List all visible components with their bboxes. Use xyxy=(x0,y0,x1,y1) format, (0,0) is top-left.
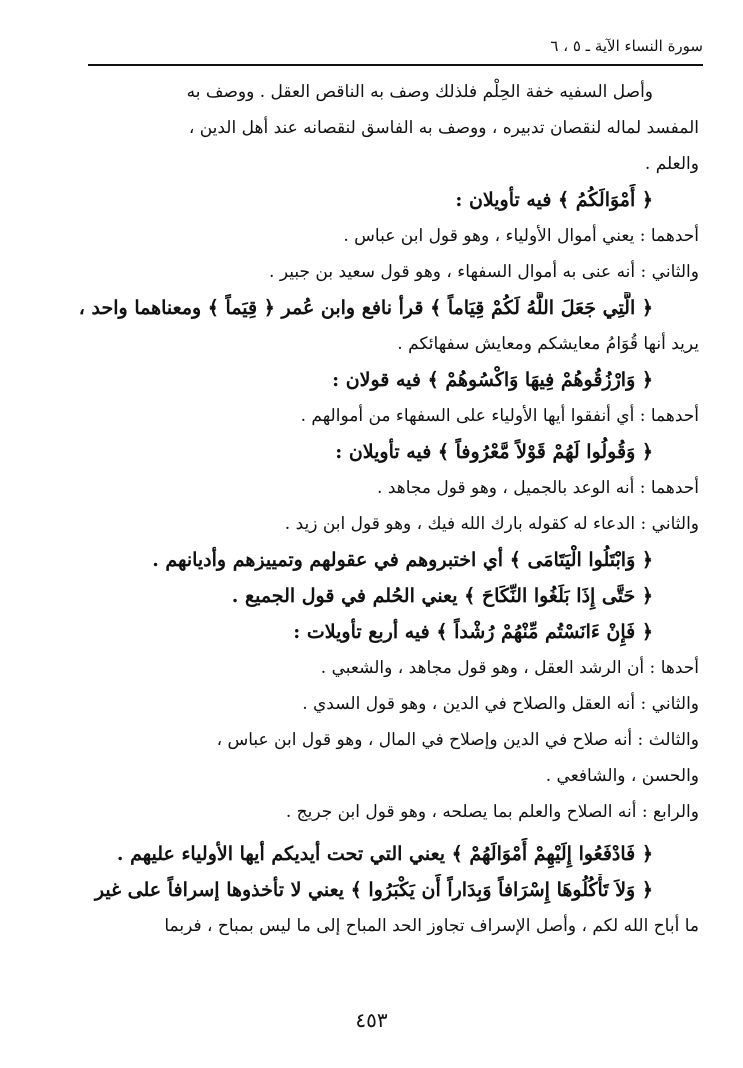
text-line: وأصل السفيه خفة الحِلْم فلذلك وصف به الناقص العقل . ووصف به xyxy=(186,82,653,102)
text-line: والثالث : أنه صلاح في الدين وإصلاح في المال ، وهو قول ابن عباس ، xyxy=(216,730,699,750)
quran-heading: ﴿ الَّتِي جَعَلَ اللَّهُ لَكُمْ قِيَاماً ﴾ قرأ نافع وابن عُمر ﴿ قِيَماً ﴾ ومعناهما واحد ، xyxy=(78,297,653,319)
quran-heading: ﴿ وَلاَ تَأْكُلُوهَا إِسْرَافاً وَبِدَاراً أَن يَكْبَرُوا ﴾ يعني لا تأخذوها إسرافاً على غير xyxy=(94,879,653,901)
quran-heading: ﴿ أَمْوَالَكُمُ ﴾ فيه تأويلان : xyxy=(455,189,653,211)
text-line: أحدها : أن الرشد العقل ، وهو قول مجاهد ، والشعبي . xyxy=(320,658,699,678)
text-line: أحدهما : أي أنفقوا أيها الأولياء على السفهاء من أموالهم . xyxy=(300,406,699,426)
text-line: والرابع : أنه الصلاح والعلم بما يصلحه ، وهو قول ابن جريج . xyxy=(285,802,699,822)
quran-heading: ﴿ وَقُولُوا لَهُمْ قَوْلاً مَّعْرُوفاً ﴾ فيه تأويلان : xyxy=(335,441,653,463)
quran-heading: ﴿ وَابْتَلُوا الْيَتَامَى ﴾ أي اختبروهم في عقولهم وتمييزهم وأديانهم . xyxy=(152,549,653,571)
page-number: ٤٥٣ xyxy=(355,1008,388,1032)
text-line: أحدهما : يعني أموال الأولياء ، وهو قول ابن عباس . xyxy=(343,226,699,246)
text-line: والعلم . xyxy=(644,154,699,174)
text-line: والثاني : أنه العقل والصلاح في الدين ، وهو قول السدي . xyxy=(302,694,699,714)
quran-heading: ﴿ حَتَّى إِذَا بَلَغُوا النِّكَاحَ ﴾ يعني الحُلم في قول الجميع . xyxy=(231,585,653,607)
text-line: المفسد لماله لنقصان تدبيره ، ووصف به الفاسق لنقصانه عند أهل الدين ، xyxy=(188,118,699,138)
text-line: والحسن ، والشافعي . xyxy=(545,766,699,786)
header-title: سورة النساء الآية ـ ٥ ، ٦ xyxy=(550,37,703,55)
page-body xyxy=(48,76,699,946)
running-header xyxy=(88,34,703,66)
text-line: ما أباح الله لكم ، وأصل الإسراف تجاوز الحد المباح إلى ما ليس بمباح ، فربما xyxy=(164,916,699,936)
text-line: والثاني : أنه عنى به أموال السفهاء ، وهو قول سعيد بن جبير . xyxy=(269,262,699,282)
quran-heading: ﴿ فَإِنْ ءَانَسْتُم مِّنْهُمْ رُشْداً ﴾ فيه أربع تأويلات : xyxy=(293,621,653,643)
text-line: أحدهما : أنه الوعد بالجميل ، وهو قول مجاهد . xyxy=(377,478,699,498)
text-line: والثاني : الدعاء له كقوله بارك الله فيك ، وهو قول ابن زيد . xyxy=(284,514,699,534)
quran-heading: ﴿ وَارْزُقُوهُمْ فِيهَا وَاكْسُوهُمْ ﴾ فيه قولان : xyxy=(332,369,653,391)
quran-heading: ﴿ فَادْفَعُوا إِلَيْهِمْ أَمْوَالَهُمْ ﴾ يعني التي تحت أيديكم أيها الأولياء عليهم . xyxy=(116,843,653,865)
text-line: يريد أنها قُوَامُ معايشكم ومعايش سفهائكم . xyxy=(397,334,699,354)
